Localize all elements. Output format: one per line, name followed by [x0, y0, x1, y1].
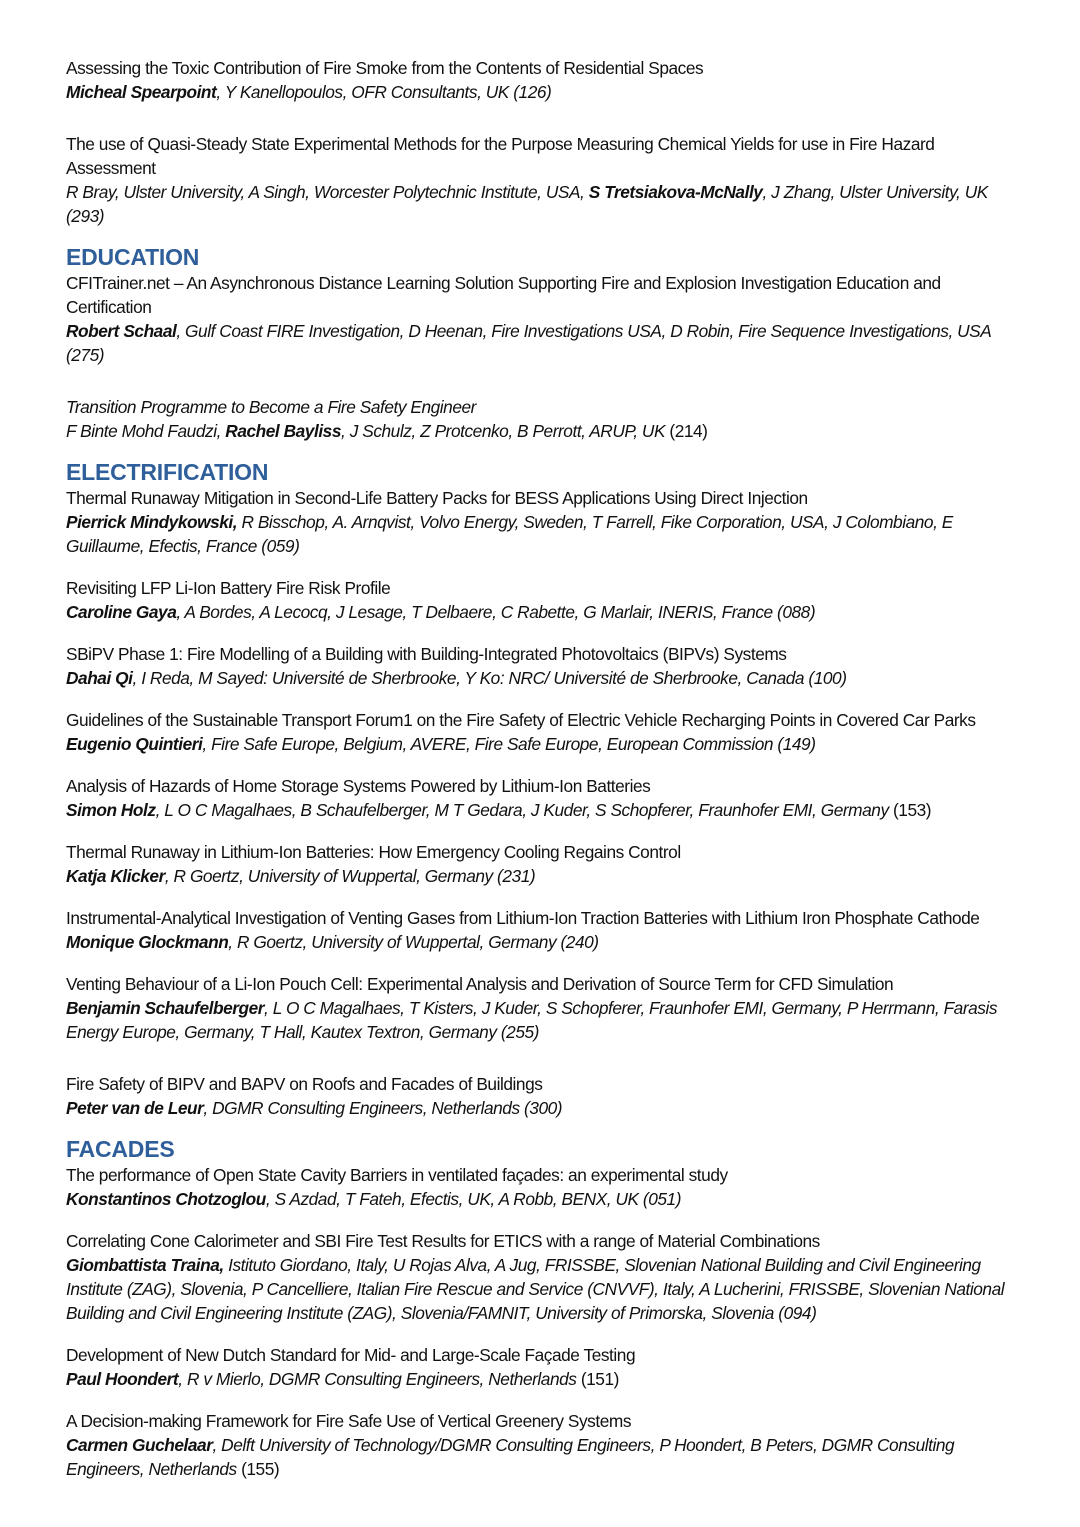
section-heading-facades: FACADES: [66, 1136, 175, 1162]
lead-author: Eugenio Quintieri: [66, 734, 203, 754]
lead-author: Pierrick Mindykowski,: [66, 512, 238, 532]
co-authors: , Fire Safe Europe, Belgium, AVERE, Fire Safe Europe, European Commission (149): [202, 734, 816, 754]
paper-title: Fire Safety of BIPV and BAPV on Roofs and Facades of Buildings: [66, 1074, 543, 1094]
lead-author: Robert Schaal: [66, 321, 177, 341]
co-authors: , R Goertz, University of Wuppertal, Germany (240): [228, 932, 599, 952]
section-heading-education: EDUCATION: [66, 244, 200, 270]
lead-author: S Tretsiakova-McNally: [588, 182, 763, 202]
paper-title: Revisiting LFP Li-Ion Battery Fire Risk Profile: [66, 578, 391, 598]
paper-authors: [66, 732, 1020, 756]
co-authors: , Gulf Coast FIRE Investigation, D Heenan, Fire Investigations USA, D Robin, Fire Sequence Investigations, USA (275): [66, 321, 991, 365]
paper-authors: [66, 930, 1020, 954]
co-authors: , Y Kanellopoulos, OFR Consultants, UK (126): [216, 82, 552, 102]
co-authors: , L O C Magalhaes, T Kisters, J Kuder, S Schopferer, Fraunhofer EMI, Germany, P Herrmann, Farasis Energy Europe, Germany, T Hall, Kautex Textron, Germany (255): [66, 998, 998, 1042]
paper-authors: [66, 180, 1020, 228]
paper-title: SBiPV Phase 1: Fire Modelling of a Building with Building-Integrated Photovoltaics (BIPVs) Systems: [66, 644, 787, 664]
co-authors: , R v Mierlo, DGMR Consulting Engineers, Netherlands: [178, 1369, 581, 1389]
paper-entry: [66, 486, 1020, 558]
lead-author: Caroline Gaya: [66, 602, 177, 622]
lead-author: Rachel Bayliss: [225, 421, 341, 441]
lead-author: Dahai Qi: [66, 668, 133, 688]
lead-author: Micheal Spearpoint: [66, 82, 217, 102]
co-authors: , DGMR Consulting Engineers, Netherlands (300): [203, 1098, 563, 1118]
paper-entry: [66, 906, 1020, 954]
paper-title: CFITrainer.net – An Asynchronous Distance Learning Solution Supporting Fire and Explosion Investigation Education and Certification: [66, 273, 941, 317]
lead-author: Monique Glockmann: [66, 932, 229, 952]
co-authors: Istituto Giordano, Italy, U Rojas Alva, A Jug, FRISSBE, Slovenian National Building and Civil Engineering Institute (ZAG), Slovenia, P Cancelliere, Italian Fire Rescue and Service (CNVVF), Italy, A Lucherini, FRISSBE, Slovenian National Building and Civil Engineering Institute (ZAG), Slovenia/FAMNIT, University of Primorska, Slovenia (094): [66, 1255, 1005, 1323]
paper-entry: [66, 132, 1020, 228]
paper-authors: [66, 1433, 1020, 1481]
paper-entry: [66, 56, 1020, 104]
paper-code: (214): [669, 421, 708, 441]
paper-authors: [66, 666, 1020, 690]
paper-entry: [66, 1229, 1020, 1325]
paper-authors: [66, 864, 1020, 888]
paper-entry: [66, 642, 1020, 690]
paper-title: Analysis of Hazards of Home Storage Systems Powered by Lithium-Ion Batteries: [66, 776, 651, 796]
paper-entry: [66, 271, 1020, 367]
co-authors: , R Goertz, University of Wuppertal, Germany (231): [164, 866, 536, 886]
co-authors: , L O C Magalhaes, B Schaufelberger, M T Gedara, J Kuder, S Schopferer, Fraunhofer EMI, Germany: [155, 800, 893, 820]
paper-entry: [66, 708, 1020, 756]
co-authors: , J Zhang, Ulster University, UK (293): [66, 182, 988, 226]
paper-authors: [66, 419, 1020, 443]
pre-authors: F Binte Mohd Faudzi,: [66, 421, 226, 441]
paper-code: (155): [241, 1459, 280, 1479]
co-authors: R Bisschop, A. Arnqvist, Volvo Energy, Sweden, T Farrell, Fike Corporation, USA, J Colombiano, E Guillaume, Efectis, France (059): [66, 512, 953, 556]
paper-entry: [66, 774, 1020, 822]
paper-authors: [66, 80, 1020, 104]
lead-author: Giombattista Traina,: [66, 1255, 224, 1275]
paper-code: (151): [580, 1369, 619, 1389]
lead-author: Benjamin Schaufelberger: [66, 998, 265, 1018]
paper-entry: [66, 972, 1020, 1044]
paper-code: (153): [893, 800, 932, 820]
paper-entry: [66, 1163, 1020, 1211]
paper-authors: [66, 798, 1020, 822]
paper-authors: [66, 1253, 1020, 1325]
lead-author: Paul Hoondert: [66, 1369, 179, 1389]
paper-title: Instrumental-Analytical Investigation of Venting Gases from Lithium-Ion Traction Batteries with Lithium Iron Phosphate Cathode: [66, 908, 980, 928]
co-authors: , I Reda, M Sayed: Université de Sherbrooke, Y Ko: NRC/ Université de Sherbrooke, Canada (100): [132, 668, 847, 688]
paper-authors: [66, 600, 1020, 624]
paper-title: Assessing the Toxic Contribution of Fire Smoke from the Contents of Residential Spaces: [66, 58, 704, 78]
lead-author: Simon Holz: [66, 800, 156, 820]
co-authors: , Delft University of Technology/DGMR Consulting Engineers, P Hoondert, B Peters, DGMR Consulting Engineers, Netherlands: [66, 1435, 955, 1479]
paper-entry: [66, 576, 1020, 624]
paper-entry: [66, 1343, 1020, 1391]
paper-title: Transition Programme to Become a Fire Safety Engineer: [66, 397, 476, 417]
paper-authors: [66, 1096, 1020, 1120]
paper-title: Thermal Runaway Mitigation in Second-Life Battery Packs for BESS Applications Using Direct Injection: [66, 488, 808, 508]
pre-authors: R Bray, Ulster University, A Singh, Worcester Polytechnic Institute, USA,: [66, 182, 589, 202]
section-heading-electrification: ELECTRIFICATION: [66, 459, 269, 485]
co-authors: , A Bordes, A Lecocq, J Lesage, T Delbaere, C Rabette, G Marlair, INERIS, France (088): [176, 602, 816, 622]
paper-title: Development of New Dutch Standard for Mid- and Large-Scale Façade Testing: [66, 1345, 636, 1365]
paper-title: The use of Quasi-Steady State Experimental Methods for the Purpose Measuring Chemical Yields for use in Fire Hazard Assessment: [66, 134, 935, 178]
paper-authors: [66, 1187, 1020, 1211]
paper-entry: [66, 1072, 1020, 1120]
paper-authors: [66, 1367, 1020, 1391]
paper-entry: [66, 840, 1020, 888]
paper-entry: [66, 1409, 1020, 1481]
paper-authors: [66, 510, 1020, 558]
paper-authors: [66, 319, 1020, 367]
paper-authors: [66, 996, 1020, 1044]
paper-title: The performance of Open State Cavity Barriers in ventilated façades: an experimental study: [66, 1165, 728, 1185]
lead-author: Katja Klicker: [66, 866, 165, 886]
co-authors: , J Schulz, Z Protcenko, B Perrott, ARUP, UK: [341, 421, 670, 441]
co-authors: , S Azdad, T Fateh, Efectis, UK, A Robb, BENX, UK (051): [265, 1189, 682, 1209]
lead-author: Peter van de Leur: [66, 1098, 204, 1118]
lead-author: Konstantinos Chotzoglou: [66, 1189, 266, 1209]
paper-entry: [66, 395, 1020, 443]
paper-title: Correlating Cone Calorimeter and SBI Fire Test Results for ETICS with a range of Material Combinations: [66, 1231, 820, 1251]
lead-author: Carmen Guchelaar: [66, 1435, 213, 1455]
paper-title: A Decision-making Framework for Fire Safe Use of Vertical Greenery Systems: [66, 1411, 632, 1431]
paper-title: Guidelines of the Sustainable Transport Forum1 on the Fire Safety of Electric Vehicle Recharging Points in Covered Car Parks: [66, 710, 976, 730]
paper-title: Thermal Runaway in Lithium-Ion Batteries: How Emergency Cooling Regains Control: [66, 842, 681, 862]
paper-title: Venting Behaviour of a Li-Ion Pouch Cell: Experimental Analysis and Derivation of Source Term for CFD Simulation: [66, 974, 894, 994]
